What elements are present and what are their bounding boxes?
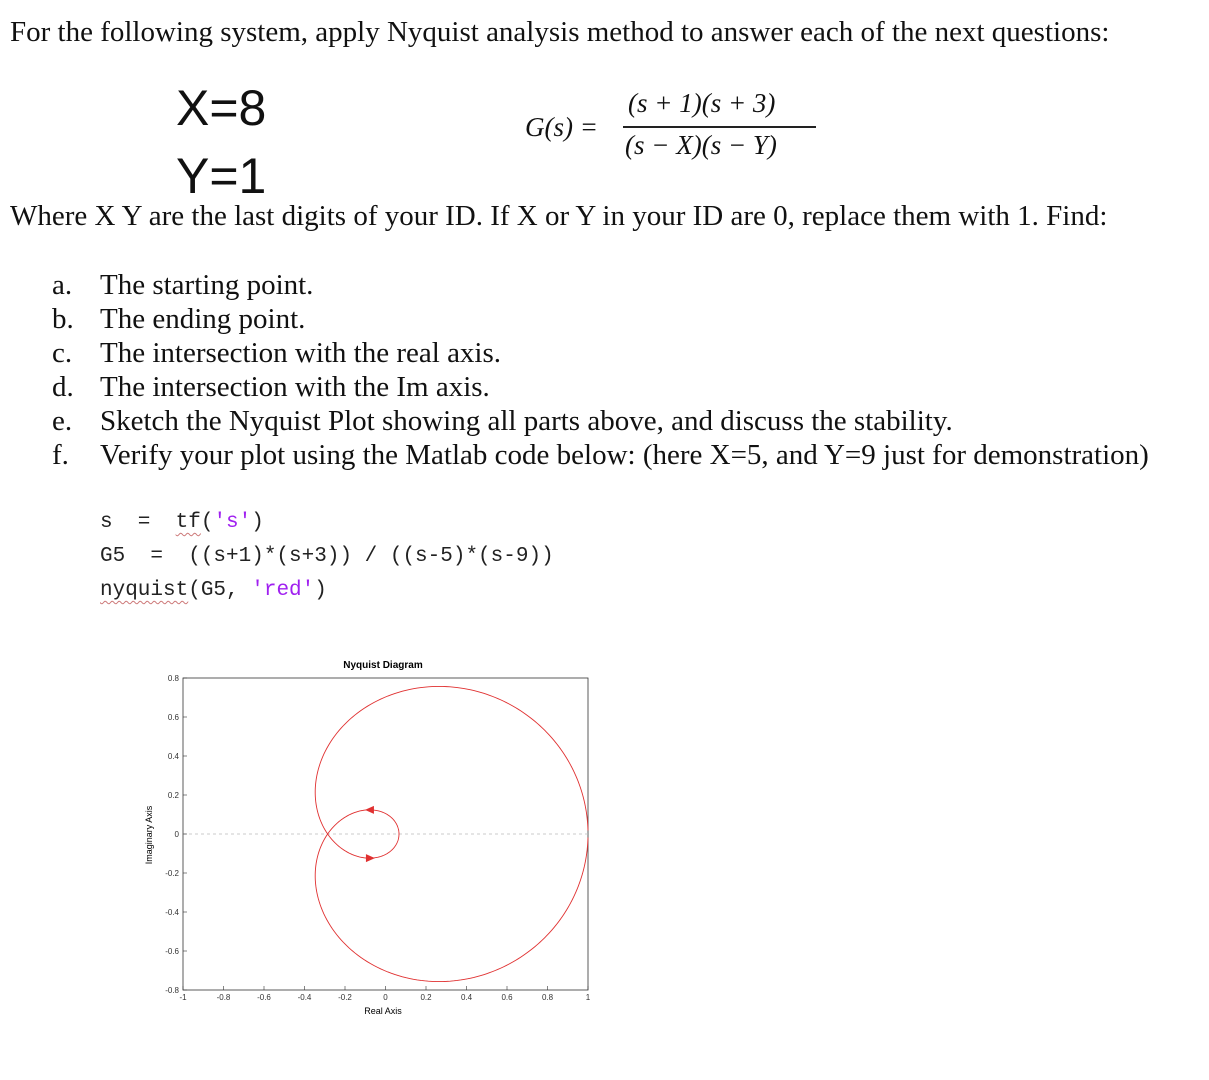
x-tick-label: -0.4 bbox=[297, 993, 312, 1002]
y-tick-label: -0.4 bbox=[165, 908, 179, 917]
y-tick-label: -0.6 bbox=[165, 947, 179, 956]
question-item bbox=[52, 336, 1149, 370]
code-line-2 bbox=[100, 540, 554, 574]
code-string: 'red' bbox=[251, 579, 315, 602]
question-text: The starting point. bbox=[100, 269, 314, 301]
tf-lhs: G(s) = bbox=[525, 112, 598, 142]
code-token: ( bbox=[200, 511, 214, 534]
y-tick-label: 0.4 bbox=[167, 752, 179, 761]
code-token: ) bbox=[314, 579, 327, 602]
nyquist-chart bbox=[140, 650, 600, 1030]
matlab-code-block bbox=[100, 506, 554, 608]
nyquist-curve-positive bbox=[315, 810, 588, 982]
nyquist-curve-negative bbox=[315, 686, 588, 858]
code-line-1 bbox=[100, 506, 554, 540]
x-value: X=8 bbox=[176, 80, 267, 136]
y-value: Y=1 bbox=[176, 148, 267, 204]
x-tick-label: 0.8 bbox=[541, 993, 554, 1002]
question-item bbox=[52, 438, 1149, 472]
y-tick-label: 0 bbox=[174, 830, 179, 839]
code-token: (G5, bbox=[188, 579, 252, 602]
question-text: The intersection with the Im axis. bbox=[100, 371, 490, 403]
direction-arrow-bottom bbox=[366, 854, 375, 862]
question-letter: f. bbox=[52, 439, 69, 471]
x-tick-label: 0.4 bbox=[460, 993, 473, 1002]
x-axis-label: Real Axis bbox=[364, 1006, 402, 1016]
x-tick-label: -0.6 bbox=[257, 993, 271, 1002]
question-letter: d. bbox=[52, 371, 74, 403]
x-tick-label: 0 bbox=[383, 993, 388, 1002]
question-letter: c. bbox=[52, 337, 73, 369]
y-axis-label: Imaginary Axis bbox=[144, 805, 154, 865]
question-text: The ending point. bbox=[100, 303, 306, 335]
fraction-bar bbox=[623, 126, 816, 128]
code-token-tf: tf bbox=[175, 511, 201, 534]
code-string: 's' bbox=[213, 511, 252, 534]
instruction-text: Where X Y are the last digits of your ID. If X or Y in your ID are 0, replace them with 1. Find: bbox=[10, 200, 1108, 232]
x-tick-label: 1 bbox=[585, 993, 591, 1002]
question-letter: b. bbox=[52, 303, 74, 335]
question-item bbox=[52, 302, 1149, 336]
y-tick-label: 0.6 bbox=[167, 713, 179, 722]
intro-text: For the following system, apply Nyquist analysis method to answer each of the next questions: bbox=[10, 16, 1110, 48]
chart-title: Nyquist Diagram bbox=[343, 660, 423, 671]
code-token-nyquist: nyquist bbox=[100, 579, 189, 602]
question-item bbox=[52, 404, 1149, 438]
x-tick-label: -0.8 bbox=[216, 993, 231, 1002]
x-tick-label: 0.2 bbox=[420, 993, 432, 1002]
code-token: ) bbox=[251, 511, 264, 534]
direction-arrow-top bbox=[365, 806, 374, 814]
plot-area bbox=[165, 674, 591, 1002]
question-list bbox=[52, 268, 1149, 472]
question-text: The intersection with the real axis. bbox=[100, 337, 502, 369]
question-text: Sketch the Nyquist Plot showing all parts above, and discuss the stability. bbox=[100, 405, 953, 437]
question-text: Verify your plot using the Matlab code below: (here X=5, and Y=9 just for demonstration) bbox=[100, 439, 1149, 471]
question-letter: a. bbox=[52, 269, 73, 301]
x-tick-label: 0.6 bbox=[501, 993, 513, 1002]
question-item bbox=[52, 370, 1149, 404]
y-tick-label: 0.8 bbox=[167, 674, 179, 683]
y-tick-label: -0.8 bbox=[165, 986, 179, 995]
tf-denominator: (s − X)(s − Y) bbox=[625, 130, 777, 160]
question-item bbox=[52, 268, 1149, 302]
x-tick-label: -0.2 bbox=[338, 993, 352, 1002]
tf-numerator: (s + 1)(s + 3) bbox=[628, 88, 776, 118]
y-tick-label: -0.2 bbox=[165, 869, 179, 878]
code-token: s = bbox=[100, 511, 176, 534]
question-letter: e. bbox=[52, 405, 73, 437]
x-tick-label: -1 bbox=[179, 993, 187, 1002]
y-tick-label: 0.2 bbox=[167, 791, 179, 800]
code-line-3 bbox=[100, 574, 554, 608]
code-token: G5 = ((s+1)*(s+3)) / ((s-5)*(s-9)) bbox=[100, 545, 554, 568]
